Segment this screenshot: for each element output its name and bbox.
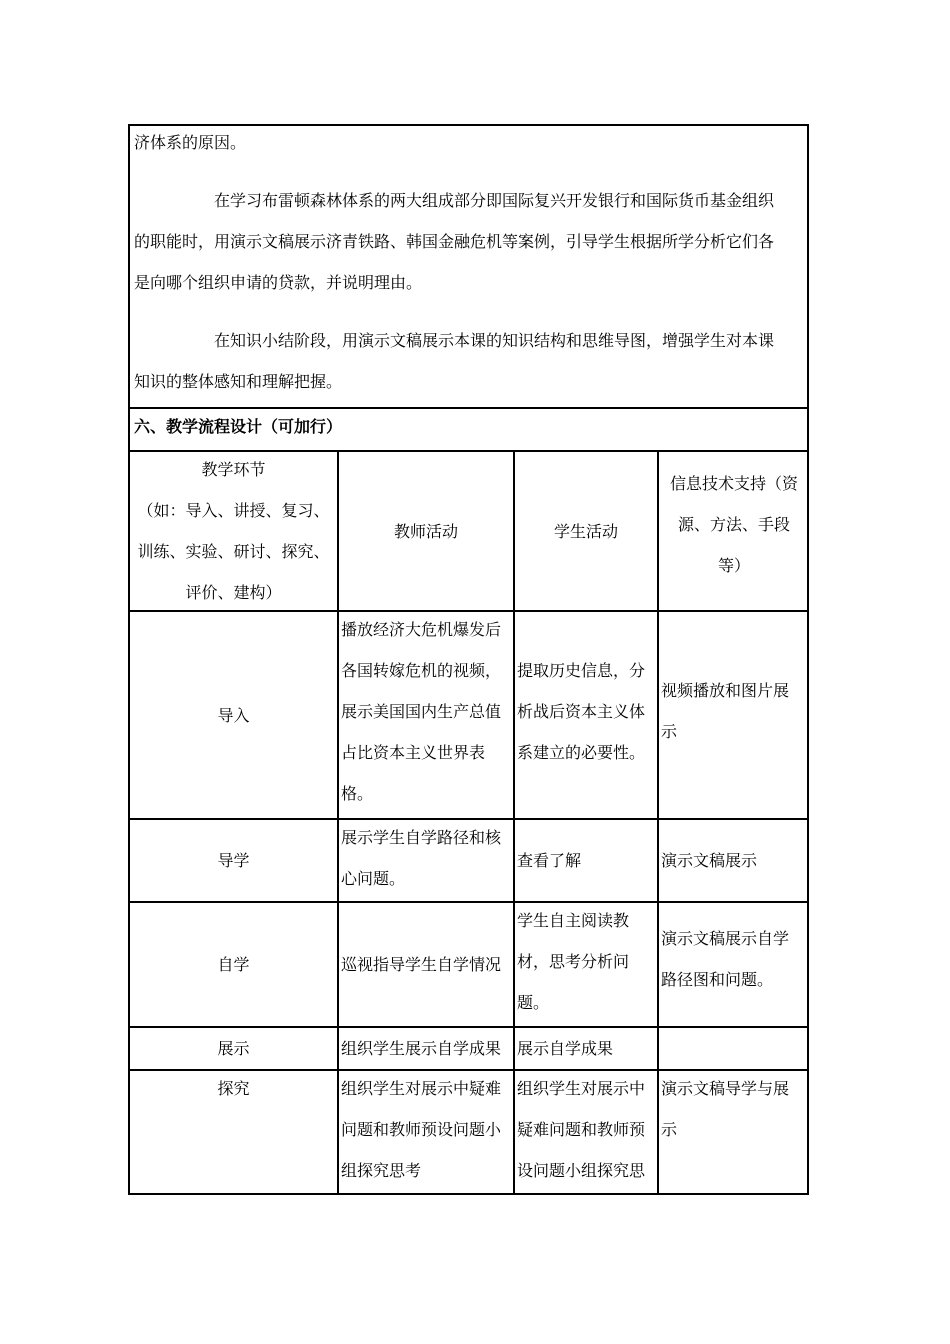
- paragraph-line: 的职能时，用演示文稿展示济青铁路、韩国金融危机等案例，引导学生根据所学分析它们各: [134, 232, 775, 251]
- header-student: [515, 452, 657, 610]
- cell-line: 组探究思考: [341, 1161, 422, 1180]
- cell-line: 组织学生对展示中: [517, 1079, 646, 1098]
- cell-line: 示: [661, 1120, 678, 1139]
- header-tech: [659, 463, 809, 586]
- header-line: 信息技术支持（资: [669, 474, 798, 493]
- cell-line: 组织学生展示自学成果: [341, 1039, 502, 1058]
- cell-line: 析战后资本主义体: [517, 702, 646, 721]
- cell-line: 题。: [517, 993, 550, 1012]
- cell-line: 提取历史信息，分: [517, 661, 646, 680]
- cell-line: 心问题。: [341, 869, 406, 888]
- paragraph-3: [134, 320, 803, 402]
- cell-line: 材，思考分析问: [517, 952, 630, 971]
- header-line: 学生活动: [553, 521, 618, 541]
- table-row-teacher: [339, 609, 513, 814]
- cell-line: 格。: [341, 784, 374, 803]
- header-line: 教学环节: [201, 460, 266, 479]
- cell-line: 占比资本主义世界表: [341, 743, 486, 762]
- cell-line: 设问题小组探究思: [517, 1161, 646, 1180]
- header-line: 源、方法、手段: [677, 515, 790, 534]
- cell-line: 疑难问题和教师预: [517, 1120, 646, 1139]
- table-row-student: [515, 1028, 657, 1069]
- paragraph-line: 济体系的原因。: [134, 133, 247, 152]
- table-row-tech: [659, 918, 809, 1000]
- table-row-stage: 展示: [217, 1039, 250, 1058]
- header-line: 教师活动: [393, 521, 458, 541]
- cell-line: 查看了解: [517, 851, 582, 870]
- cell-line: 展示美国国内生产总值: [341, 702, 502, 721]
- table-row-tech: [659, 670, 809, 752]
- header-line: 评价、建构）: [185, 583, 282, 602]
- table-row-teacher: [339, 1028, 513, 1069]
- header-teacher: [339, 452, 513, 610]
- table-row-student: [515, 1068, 657, 1191]
- table-row-stage: 自学: [217, 955, 250, 974]
- header-stage: [130, 449, 337, 613]
- cell-line: 演示文稿展示自学: [661, 929, 790, 948]
- document-frame: [128, 124, 809, 1195]
- table-row-teacher: [339, 903, 513, 1026]
- paragraph-line: 在学习布雷顿森林体系的两大组成部分即国际复兴开发银行和国际货币基金组织: [214, 191, 775, 210]
- table-row-student: [515, 650, 657, 773]
- cell-line: 路径图和问题。: [661, 970, 774, 989]
- cell-line: 问题和教师预设问题小: [341, 1120, 502, 1139]
- header-line: （如：导入、讲授、复习、: [137, 501, 330, 520]
- cell-line: 展示自学成果: [517, 1039, 614, 1058]
- cell-line: 系建立的必要性。: [517, 743, 646, 762]
- paragraph-line: 在知识小结阶段，用演示文稿展示本课的知识结构和思维导图，增强学生对本课: [214, 331, 775, 350]
- cell-line: 各国转嫁危机的视频，: [341, 661, 502, 680]
- cell-line: 播放经济大危机爆发后: [341, 620, 502, 639]
- cell-line: 示: [661, 722, 678, 741]
- table-row-tech: [659, 1068, 809, 1150]
- table-row-teacher: [339, 1068, 513, 1191]
- cell-line: 组织学生对展示中疑难: [341, 1079, 502, 1098]
- paragraph-line: 是向哪个组织申请的贷款，并说明理由。: [134, 273, 423, 292]
- header-line: 等）: [717, 556, 750, 575]
- paragraph-1: [134, 122, 803, 163]
- table-row-stage: 导学: [217, 851, 250, 870]
- cell-line: 演示文稿导学与展: [661, 1079, 790, 1098]
- cell-line: 展示学生自学路径和核: [341, 828, 502, 847]
- table-row-student: [515, 820, 657, 901]
- table-row-tech: [659, 820, 809, 901]
- cell-line: 学生自主阅读教: [517, 911, 630, 930]
- table-row-stage: 探究: [217, 1079, 250, 1098]
- paragraph-2: [134, 180, 803, 303]
- table-row-stage: 导入: [217, 705, 250, 725]
- table-row-teacher: [339, 817, 513, 899]
- paragraph-line: 知识的整体感知和理解把握。: [134, 372, 343, 391]
- cell-line: 巡视指导学生自学情况: [341, 955, 502, 974]
- header-line: 训练、实验、研讨、探究、: [137, 542, 330, 561]
- cell-line: 演示文稿展示: [661, 851, 758, 870]
- table-row-tech: [659, 1028, 809, 1069]
- section-title: 六、教学流程设计（可加行）: [134, 417, 343, 436]
- cell-line: 视频播放和图片展: [661, 681, 790, 700]
- table-row-student: [515, 900, 657, 1023]
